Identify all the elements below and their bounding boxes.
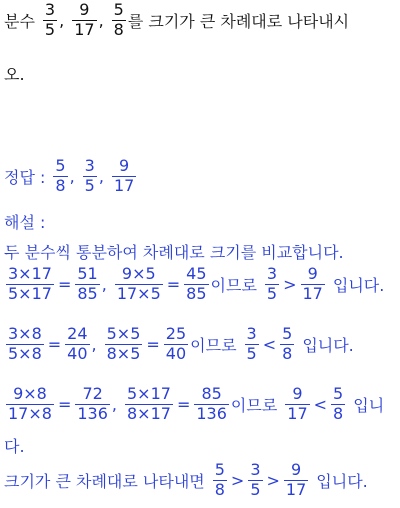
denominator: 8	[282, 343, 293, 363]
question-fraction	[112, 2, 126, 39]
numerator: 5	[113, 0, 124, 19]
denominator: 17	[302, 283, 323, 303]
question-fraction	[43, 2, 57, 39]
numerator: 9×5	[121, 264, 156, 283]
answer-line: 정답 : $\frac{5}{8}$ , $\frac{3}{5}$ , $\frac{9}{17}$	[4, 156, 135, 195]
numerator: 9	[79, 0, 90, 19]
math-operator: >	[283, 274, 297, 294]
denominator: 8	[333, 403, 344, 423]
question-text-end: 오.	[4, 65, 25, 84]
fraction	[301, 266, 325, 303]
fraction	[65, 326, 89, 363]
numerator: 9	[307, 264, 318, 283]
denominator: 8	[214, 479, 225, 499]
numerator: 3×17	[8, 264, 52, 283]
explanation-label: 해설 :	[4, 213, 46, 232]
explanation-step-3: $\frac{9\times 8}{17\times 8}$ = $\frac{72}{136}$ , $\frac{5\times 17}{8\times 17}$ = $\frac{85}{136}$ 이므로 $\frac{9}{17}$ < $\frac{5}{8}$ 입니	[8, 384, 385, 423]
fraction	[284, 462, 308, 499]
denominator: 5	[44, 19, 56, 39]
fraction	[213, 462, 227, 499]
denominator: 17×5	[116, 283, 161, 303]
fraction	[6, 326, 44, 363]
question-line-2	[4, 62, 25, 85]
numerator: 9	[119, 156, 130, 175]
fraction	[115, 266, 163, 303]
math-operator: <	[313, 394, 328, 414]
answer-label: 정답 :	[4, 167, 46, 187]
fraction	[164, 326, 188, 363]
fraction	[6, 386, 54, 423]
numerator: 45	[186, 264, 207, 283]
fraction	[245, 326, 259, 363]
denominator: 8×5	[106, 343, 141, 363]
numerator: 9×8	[13, 384, 47, 403]
numerator: 5	[55, 156, 66, 175]
explanation-final: 크기가 큰 차례대로 나타내면 $\frac{5}{8}$ > $\frac{3}{5}$ > $\frac{9}{17}$ 입니다.	[4, 460, 368, 499]
numerator: 3	[266, 264, 278, 283]
numerator: 51	[77, 264, 98, 283]
fraction	[331, 386, 345, 423]
math-operator: =	[146, 334, 160, 354]
fraction	[75, 386, 110, 423]
question-text: 를 크기가 큰 차례대로 나타내시	[127, 11, 350, 31]
math-operator: =	[57, 394, 72, 414]
fraction	[265, 266, 279, 303]
denominator: 5×8	[8, 343, 42, 363]
numerator: 3	[44, 0, 56, 19]
denominator: 8	[113, 19, 124, 39]
math-operator: =	[176, 394, 191, 414]
numerator: 3×8	[8, 324, 42, 343]
question-line-1: 분수 $\frac{3}{5}$ , $\frac{9}{17}$ , $\frac{5}{8}$ 를 크기가 큰 차례대로 나타내시	[4, 0, 350, 39]
numerator: 5×5	[106, 324, 141, 343]
numerator: 5	[214, 460, 225, 479]
denominator: 17×8	[8, 403, 52, 423]
denominator: 5	[250, 479, 261, 499]
numerator: 5×17	[127, 384, 171, 403]
denominator: 85	[186, 283, 207, 303]
fraction	[75, 266, 99, 303]
denominator: 17	[74, 19, 95, 39]
math-operator: >	[230, 470, 245, 490]
answer-fraction	[112, 158, 136, 195]
math-operator: =	[57, 274, 72, 294]
denominator: 5	[84, 175, 95, 195]
numerator: 5	[333, 384, 344, 403]
math-operator: >	[266, 470, 280, 490]
fraction	[125, 386, 173, 423]
math-operator: =	[47, 334, 62, 354]
denominator: 5	[266, 283, 278, 303]
numerator: 25	[165, 324, 187, 343]
question-fraction	[72, 2, 96, 39]
fraction	[285, 386, 309, 423]
denominator: 8×17	[127, 403, 171, 423]
numerator: 24	[67, 324, 88, 343]
denominator: 5×17	[8, 283, 52, 303]
denominator: 136	[77, 403, 108, 423]
denominator: 5	[246, 343, 257, 363]
denominator: 17	[287, 403, 308, 423]
explanation-step-1: $\frac{3\times 17}{5\times 17}$ = $\frac{51}{85}$ , $\frac{9\times 5}{17\times 5}$ = $\frac{45}{85}$ 이므로 $\frac{3}{5}$ > $\frac{9}{17}$ 입니다.	[8, 264, 385, 303]
numerator: 3	[84, 156, 95, 175]
explanation-step-3-end: 다.	[4, 437, 25, 456]
numerator: 9	[291, 460, 302, 479]
numerator: 9	[292, 384, 303, 403]
fraction	[105, 326, 143, 363]
denominator: 8	[55, 175, 66, 195]
numerator: 3	[246, 324, 257, 343]
denominator: 17	[285, 479, 307, 499]
numerator: 72	[82, 384, 103, 403]
denominator: 40	[165, 343, 187, 363]
question-prefix: 분수	[4, 11, 35, 31]
denominator: 136	[196, 403, 227, 423]
answer-fraction	[53, 158, 67, 195]
fraction	[280, 326, 294, 363]
explanation-intro: 두 분수씩 통분하여 차례대로 크기를 비교합니다.	[4, 243, 344, 262]
denominator: 85	[77, 283, 98, 303]
numerator: 3	[250, 460, 261, 479]
answer-fraction	[83, 158, 97, 195]
fraction	[194, 386, 229, 423]
explanation-step-2: $\frac{3\times 8}{5\times 8}$ = $\frac{24}{40}$ , $\frac{5\times 5}{8\times 5}$ = $\frac{25}{40}$ 이므로 $\frac{3}{5}$ < $\frac{5}{8}$ 입니다.	[8, 324, 354, 363]
math-operator: <	[262, 334, 277, 354]
numerator: 5	[282, 324, 293, 343]
fraction	[6, 266, 54, 303]
fraction	[248, 462, 262, 499]
denominator: 40	[67, 343, 88, 363]
numerator: 85	[201, 384, 222, 403]
denominator: 17	[113, 175, 135, 195]
fraction	[184, 266, 208, 303]
math-operator: =	[166, 274, 181, 294]
